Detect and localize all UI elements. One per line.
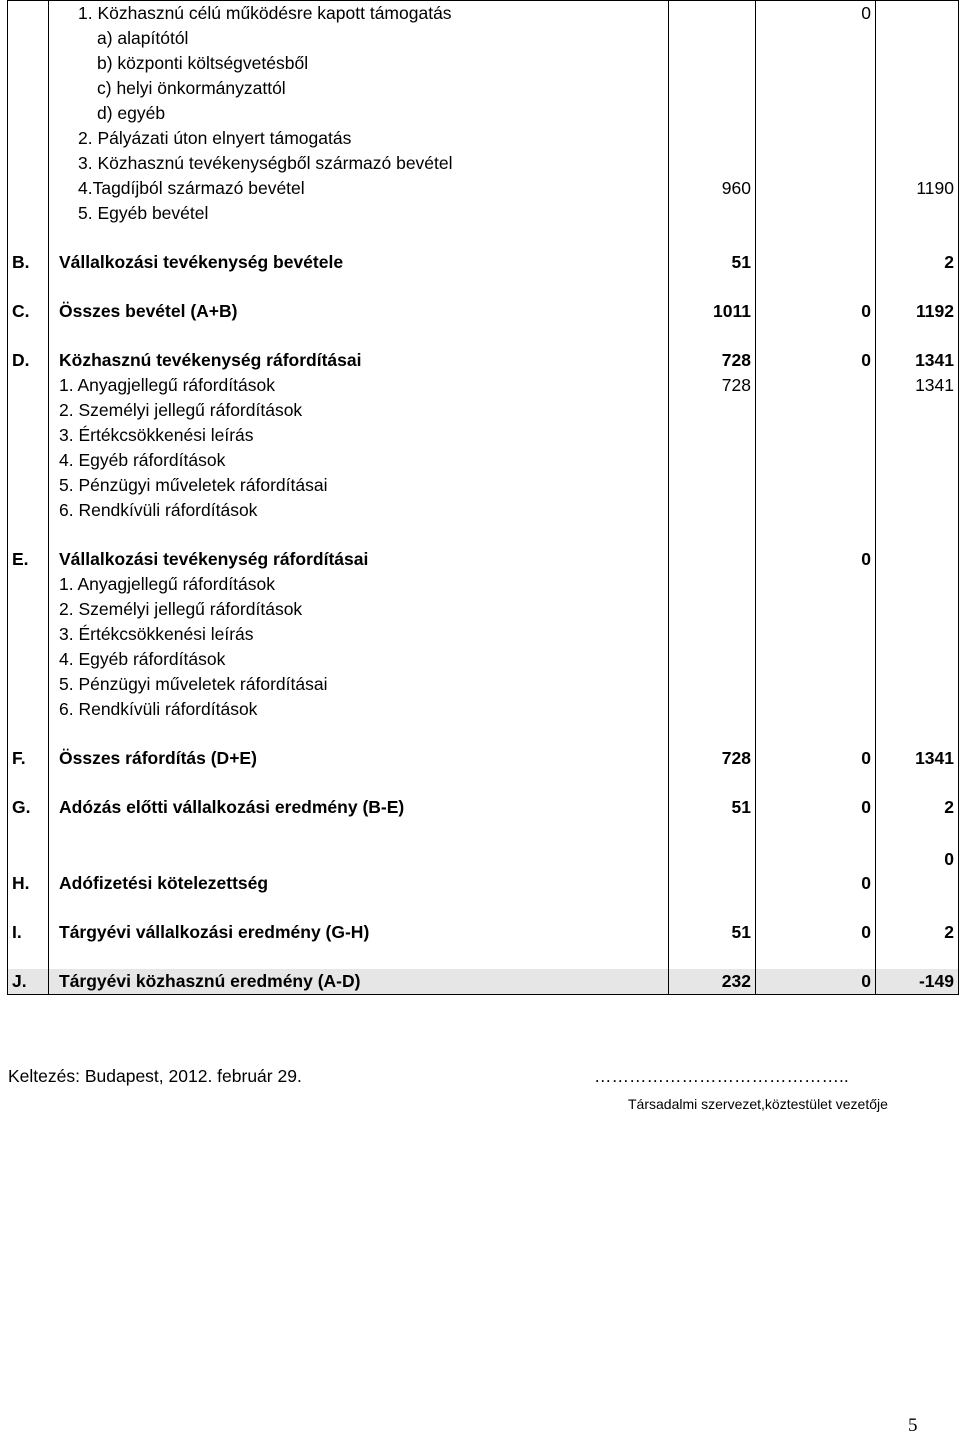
value-col-1	[669, 473, 756, 498]
row-letter: I.	[8, 920, 49, 945]
value-col-2	[756, 373, 876, 398]
empty-cell	[8, 771, 49, 795]
table-row	[8, 746, 959, 771]
empty-cell	[8, 820, 49, 844]
empty-cell	[756, 324, 876, 348]
value-col-3	[876, 51, 959, 76]
value-col-2: 0	[756, 1, 876, 27]
empty-cell	[49, 523, 669, 547]
value-col-1	[669, 672, 756, 697]
empty-cell	[756, 722, 876, 746]
empty-cell	[669, 722, 756, 746]
value-col-2	[756, 473, 876, 498]
empty-cell	[49, 820, 669, 844]
row-letter	[8, 697, 49, 722]
table-row	[8, 795, 959, 820]
empty-cell	[756, 275, 876, 299]
table-row	[8, 920, 959, 945]
value-col-3	[876, 547, 959, 572]
empty-cell	[669, 275, 756, 299]
empty-cell	[669, 771, 756, 795]
table-row	[8, 151, 959, 176]
table-row	[8, 126, 959, 151]
spacer-row	[8, 896, 959, 920]
table-row	[8, 969, 959, 995]
value-col-1	[669, 126, 756, 151]
table-row	[8, 473, 959, 498]
report-body	[8, 1, 959, 995]
value-col-3	[876, 448, 959, 473]
value-col-1	[669, 101, 756, 126]
empty-cell	[876, 523, 959, 547]
table-row	[8, 572, 959, 597]
table-row	[8, 647, 959, 672]
row-label: 3. Értékcsökkenési leírás	[49, 423, 669, 448]
value-col-1	[669, 622, 756, 647]
row-letter	[8, 373, 49, 398]
empty-cell	[8, 722, 49, 746]
row-label: 5. Pénzügyi műveletek ráfordításai	[49, 672, 669, 697]
value-col-1	[669, 448, 756, 473]
value-col-2	[756, 572, 876, 597]
value-col-1	[669, 498, 756, 523]
row-label: 4. Egyéb ráfordítások	[49, 647, 669, 672]
empty-cell	[756, 523, 876, 547]
table-row	[8, 597, 959, 622]
table-row	[8, 622, 959, 647]
spacer-row	[8, 771, 959, 795]
spacer-row	[8, 226, 959, 250]
row-letter: H.	[8, 844, 49, 896]
value-col-3: 2	[876, 920, 959, 945]
row-letter	[8, 51, 49, 76]
empty-cell	[49, 722, 669, 746]
empty-cell	[669, 523, 756, 547]
value-col-2	[756, 126, 876, 151]
table-row	[8, 498, 959, 523]
value-col-2	[756, 151, 876, 176]
row-label: Összes bevétel (A+B)	[49, 299, 669, 324]
row-letter	[8, 151, 49, 176]
value-col-1: 728	[669, 348, 756, 373]
value-col-1	[669, 572, 756, 597]
value-col-3	[876, 76, 959, 101]
row-label: 3. Közhasznú tevékenységből származó bevétel	[49, 151, 669, 176]
table-row	[8, 398, 959, 423]
spacer-row	[8, 275, 959, 299]
financial-report-table	[7, 0, 959, 995]
value-col-2	[756, 51, 876, 76]
row-label: Adózás előtti vállalkozási eredmény (B-E)	[49, 795, 669, 820]
row-label: 4. Egyéb ráfordítások	[49, 448, 669, 473]
value-col-3: 1192	[876, 299, 959, 324]
empty-cell	[876, 226, 959, 250]
row-letter	[8, 647, 49, 672]
row-letter: E.	[8, 547, 49, 572]
row-letter	[8, 101, 49, 126]
empty-cell	[876, 275, 959, 299]
empty-cell	[876, 945, 959, 969]
row-label: d) egyéb	[49, 101, 669, 126]
value-col-2: 0	[756, 795, 876, 820]
value-col-3: 2	[876, 250, 959, 275]
value-col-3	[876, 622, 959, 647]
value-col-1: 728	[669, 746, 756, 771]
row-label: 4.Tagdíjból származó bevétel	[49, 176, 669, 201]
empty-cell	[876, 771, 959, 795]
row-label: Adófizetési kötelezettség	[49, 844, 669, 896]
row-letter	[8, 76, 49, 101]
row-letter	[8, 473, 49, 498]
empty-cell	[876, 324, 959, 348]
row-label: 5. Pénzügyi műveletek ráfordításai	[49, 473, 669, 498]
table-row	[8, 1, 959, 27]
value-col-2: 0	[756, 299, 876, 324]
value-col-2	[756, 26, 876, 51]
table-row	[8, 250, 959, 275]
empty-cell	[756, 820, 876, 844]
row-letter	[8, 672, 49, 697]
value-col-1	[669, 76, 756, 101]
value-col-2	[756, 101, 876, 126]
value-col-1	[669, 547, 756, 572]
value-col-3: 1341	[876, 373, 959, 398]
value-col-3	[876, 697, 959, 722]
table-row	[8, 299, 959, 324]
row-letter	[8, 597, 49, 622]
empty-cell	[49, 275, 669, 299]
row-label: c) helyi önkormányzattól	[49, 76, 669, 101]
value-col-1: 1011	[669, 299, 756, 324]
row-letter	[8, 398, 49, 423]
empty-cell	[49, 945, 669, 969]
empty-cell	[876, 896, 959, 920]
row-label: 1. Anyagjellegű ráfordítások	[49, 373, 669, 398]
signature-role: Társadalmi szervezet,köztestület vezetője	[628, 1096, 888, 1112]
date-line: Keltezés: Budapest, 2012. február 29.	[8, 1066, 302, 1086]
row-letter	[8, 423, 49, 448]
row-label: 2. Pályázati úton elnyert támogatás	[49, 126, 669, 151]
spacer-row	[8, 722, 959, 746]
value-col-2	[756, 597, 876, 622]
value-col-2	[756, 498, 876, 523]
value-col-3: 0	[876, 844, 959, 896]
row-label: 2. Személyi jellegű ráfordítások	[49, 398, 669, 423]
empty-cell	[669, 324, 756, 348]
value-col-1: 51	[669, 250, 756, 275]
row-label: 6. Rendkívüli ráfordítások	[49, 697, 669, 722]
empty-cell	[756, 945, 876, 969]
table-row	[8, 547, 959, 572]
table-row	[8, 176, 959, 201]
row-letter: F.	[8, 746, 49, 771]
value-col-1: 51	[669, 920, 756, 945]
value-col-3	[876, 201, 959, 226]
value-col-3	[876, 672, 959, 697]
value-col-3	[876, 26, 959, 51]
row-label: 1. Közhasznú célú működésre kapott támogatás	[49, 1, 669, 27]
table-row	[8, 76, 959, 101]
empty-cell	[8, 523, 49, 547]
row-label: 3. Értékcsökkenési leírás	[49, 622, 669, 647]
empty-cell	[8, 226, 49, 250]
value-col-2	[756, 201, 876, 226]
row-letter	[8, 498, 49, 523]
value-col-2	[756, 423, 876, 448]
empty-cell	[756, 771, 876, 795]
table-row	[8, 51, 959, 76]
value-col-1	[669, 647, 756, 672]
value-col-3	[876, 398, 959, 423]
value-col-2	[756, 176, 876, 201]
empty-cell	[8, 275, 49, 299]
row-label: Összes ráfordítás (D+E)	[49, 746, 669, 771]
value-col-2	[756, 76, 876, 101]
row-letter	[8, 176, 49, 201]
empty-cell	[8, 896, 49, 920]
value-col-3: 1341	[876, 746, 959, 771]
row-letter: D.	[8, 348, 49, 373]
value-col-1	[669, 51, 756, 76]
row-label: Tárgyévi közhasznú eredmény (A-D)	[49, 969, 669, 995]
row-letter: B.	[8, 250, 49, 275]
value-col-2: 0	[756, 746, 876, 771]
empty-cell	[669, 820, 756, 844]
row-label: a) alapítótól	[49, 26, 669, 51]
value-col-2	[756, 647, 876, 672]
table-row	[8, 373, 959, 398]
row-label: Vállalkozási tevékenység ráfordításai	[49, 547, 669, 572]
row-letter: G.	[8, 795, 49, 820]
value-col-2: 0	[756, 920, 876, 945]
value-col-3	[876, 1, 959, 27]
value-col-2	[756, 672, 876, 697]
table-row	[8, 423, 959, 448]
value-col-2: 0	[756, 844, 876, 896]
value-col-3: -149	[876, 969, 959, 995]
row-letter	[8, 126, 49, 151]
empty-cell	[8, 324, 49, 348]
value-col-2	[756, 622, 876, 647]
empty-cell	[669, 226, 756, 250]
table-row	[8, 697, 959, 722]
table-row	[8, 26, 959, 51]
value-col-3	[876, 597, 959, 622]
row-letter	[8, 1, 49, 27]
value-col-3: 1341	[876, 348, 959, 373]
value-col-3	[876, 572, 959, 597]
empty-cell	[8, 945, 49, 969]
empty-cell	[756, 226, 876, 250]
table-row	[8, 201, 959, 226]
value-col-1	[669, 844, 756, 896]
row-label: 1. Anyagjellegű ráfordítások	[49, 572, 669, 597]
value-col-2	[756, 448, 876, 473]
empty-cell	[49, 896, 669, 920]
value-col-2	[756, 697, 876, 722]
table-row	[8, 348, 959, 373]
value-col-1: 728	[669, 373, 756, 398]
empty-cell	[49, 771, 669, 795]
spacer-row	[8, 820, 959, 844]
row-label: 2. Személyi jellegű ráfordítások	[49, 597, 669, 622]
value-col-1	[669, 423, 756, 448]
table-row	[8, 672, 959, 697]
row-letter	[8, 572, 49, 597]
table-row	[8, 844, 959, 896]
value-col-2: 0	[756, 348, 876, 373]
row-letter	[8, 448, 49, 473]
row-label: 6. Rendkívüli ráfordítások	[49, 498, 669, 523]
row-letter	[8, 622, 49, 647]
value-col-1	[669, 398, 756, 423]
signature-line: ……………………………………..	[594, 1066, 849, 1086]
value-col-2	[756, 398, 876, 423]
value-col-1	[669, 597, 756, 622]
empty-cell	[756, 896, 876, 920]
value-col-3	[876, 151, 959, 176]
empty-cell	[876, 722, 959, 746]
value-col-2: 0	[756, 547, 876, 572]
row-letter: J.	[8, 969, 49, 995]
value-col-3	[876, 647, 959, 672]
spacer-row	[8, 523, 959, 547]
value-col-1	[669, 201, 756, 226]
row-label: Közhasznú tevékenység ráfordításai	[49, 348, 669, 373]
value-col-1	[669, 151, 756, 176]
value-col-3: 1190	[876, 176, 959, 201]
empty-cell	[876, 820, 959, 844]
value-col-1	[669, 697, 756, 722]
value-col-3	[876, 498, 959, 523]
empty-cell	[669, 945, 756, 969]
value-col-2	[756, 250, 876, 275]
row-letter	[8, 26, 49, 51]
row-label: 5. Egyéb bevétel	[49, 201, 669, 226]
spacer-row	[8, 324, 959, 348]
value-col-3	[876, 101, 959, 126]
value-col-2: 0	[756, 969, 876, 995]
table-row	[8, 448, 959, 473]
table-row	[8, 101, 959, 126]
row-label: Vállalkozási tevékenység bevétele	[49, 250, 669, 275]
empty-cell	[49, 324, 669, 348]
value-col-1	[669, 26, 756, 51]
empty-cell	[49, 226, 669, 250]
value-col-3	[876, 126, 959, 151]
value-col-3	[876, 473, 959, 498]
row-letter	[8, 201, 49, 226]
page-number: 5	[908, 1415, 918, 1436]
value-col-1: 960	[669, 176, 756, 201]
row-label: b) központi költségvetésből	[49, 51, 669, 76]
value-col-1: 232	[669, 969, 756, 995]
empty-cell	[669, 896, 756, 920]
value-col-3: 2	[876, 795, 959, 820]
value-col-3	[876, 423, 959, 448]
row-letter: C.	[8, 299, 49, 324]
value-col-1: 51	[669, 795, 756, 820]
row-label: Tárgyévi vállalkozási eredmény (G-H)	[49, 920, 669, 945]
spacer-row	[8, 945, 959, 969]
value-col-1	[669, 1, 756, 27]
